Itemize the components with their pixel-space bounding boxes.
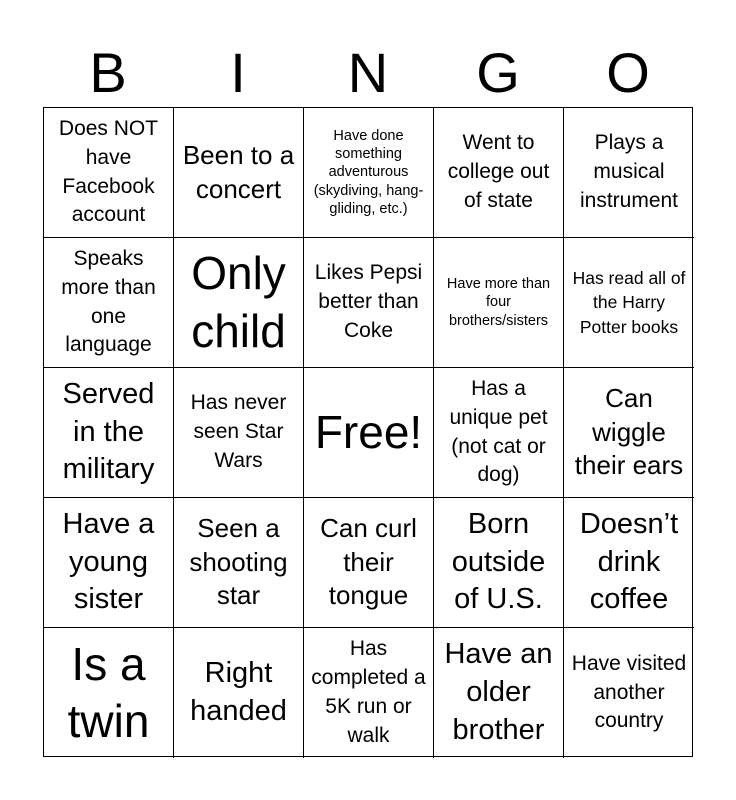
bingo-cell[interactable]: Went to college out of state bbox=[434, 108, 564, 238]
bingo-cell[interactable]: Born outside of U.S. bbox=[434, 498, 564, 628]
bingo-cell[interactable]: Served in the military bbox=[44, 368, 174, 498]
bingo-cell[interactable]: Have done something adventurous (skydiving, hang-gliding, etc.) bbox=[304, 108, 434, 238]
free-space-cell[interactable]: Free! bbox=[304, 368, 434, 498]
header-letter-g: G bbox=[476, 41, 520, 104]
bingo-cell[interactable]: Speaks more than one language bbox=[44, 238, 174, 368]
bingo-cell[interactable]: Seen a shooting star bbox=[174, 498, 304, 628]
bingo-cell[interactable]: Have more than four brothers/sisters bbox=[434, 238, 564, 368]
bingo-board bbox=[43, 107, 693, 757]
header-letter-i: I bbox=[230, 41, 246, 104]
bingo-header bbox=[43, 40, 693, 106]
bingo-cell[interactable]: Right handed bbox=[174, 628, 304, 758]
bingo-cell[interactable]: Has completed a 5K run or walk bbox=[304, 628, 434, 758]
bingo-cell[interactable]: Likes Pepsi better than Coke bbox=[304, 238, 434, 368]
bingo-cell[interactable]: Is a twin bbox=[44, 628, 174, 758]
bingo-cell[interactable]: Does NOT have Facebook account bbox=[44, 108, 174, 238]
header-letter-o: O bbox=[606, 41, 650, 104]
bingo-cell[interactable]: Has never seen Star Wars bbox=[174, 368, 304, 498]
bingo-cell[interactable]: Has read all of the Harry Potter books bbox=[564, 238, 694, 368]
header-letter-b: B bbox=[89, 41, 127, 104]
bingo-cell[interactable]: Have an older brother bbox=[434, 628, 564, 758]
header-letter-n: N bbox=[347, 41, 389, 104]
bingo-cell[interactable]: Have a young sister bbox=[44, 498, 174, 628]
bingo-cell[interactable]: Only child bbox=[174, 238, 304, 368]
bingo-cell[interactable]: Doesn’t drink coffee bbox=[564, 498, 694, 628]
bingo-cell[interactable]: Have visited another country bbox=[571, 651, 687, 733]
bingo-cell[interactable]: Can wiggle their ears bbox=[564, 368, 694, 498]
bingo-cell[interactable]: Can curl their tongue bbox=[304, 498, 434, 628]
bingo-cell[interactable]: Been to a concert bbox=[174, 108, 304, 238]
bingo-cell[interactable]: Has a unique pet (not cat or dog) bbox=[434, 368, 564, 498]
bingo-cell[interactable]: Plays a musical instrument bbox=[564, 108, 694, 238]
